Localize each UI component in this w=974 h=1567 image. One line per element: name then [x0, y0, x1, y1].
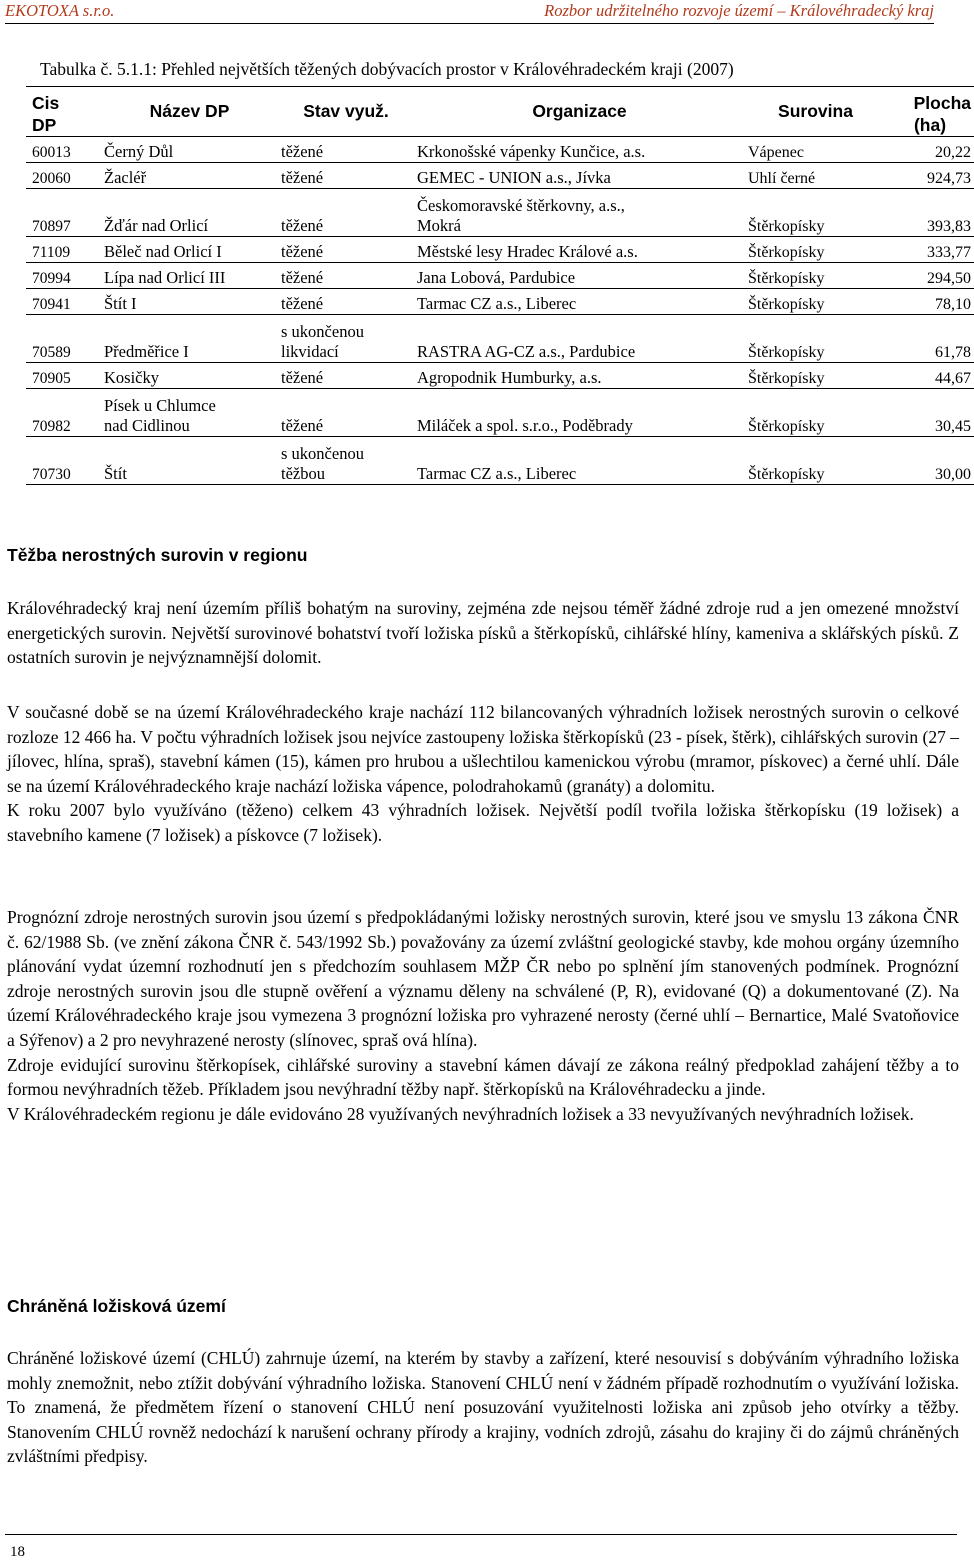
paragraph-text: Prognózní zdroje nerostných surovin jsou území s předpokládanými ložisky nerostných surovin, které jsou ve smyslu 13 zákona ČNR č. 62/1988 Sb. (ve znění zákona ČNR č. 543/1992 Sb.) považovány za území zvláštní geologické stavby, kde mohou orgány územního plánování vydat územní rozhodnutí jen s předchozím souhlasem MŽP ČR nebo po splnění jím stanovených podmínek. Prognózní zdroje nerostných surovin jsou dle stupně ověření a významu děleny na schválené (P, R), evidované (Q) a dokumentované (Z). Na území Královéhradeckého kraje jsou vymezena 3 prognózní ložiska pro vyhrazené nerosty (černé uhlí – Bernartice, Malé Svatoňovice a Sýřenov) a 2 pro nevyhrazené nerosty (slínovec, spraš ová hlína). [7, 907, 959, 1050]
row-material: Štěrkopísky [748, 218, 825, 235]
row-organization: Agropodnik Humburky, a.s. [417, 368, 602, 387]
row-area: 30,00 [935, 466, 971, 483]
page-number: 18 [10, 1544, 25, 1560]
row-area: 78,10 [935, 296, 971, 313]
header-document-title: Rozbor udržitelného rozvoje území – Královéhradecký kraj [544, 1, 934, 20]
row-material: Štěrkopísky [748, 296, 825, 313]
row-state: těžené [281, 368, 324, 387]
row-organization: Jana Lobová, Pardubice [417, 268, 576, 287]
paragraph-prognostic [7, 905, 959, 1126]
table-row [26, 189, 974, 237]
row-name: Žďár nad Orlicí [104, 216, 209, 235]
section-title-protected: Chráněná ložisková území [7, 1296, 226, 1316]
row-area: 333,77 [927, 244, 971, 261]
header-divider [5, 23, 934, 24]
paragraph-text: V Královéhradeckém regionu je dále evidováno 28 využívaných nevýhradních ložisek a 33 nevyužívaných nevýhradních ložisek. [7, 1103, 914, 1124]
header-cis [26, 87, 101, 137]
row-area: 30,45 [935, 418, 971, 435]
header-cis-line1: Cis [32, 93, 60, 113]
row-name [101, 389, 278, 437]
row-state [278, 315, 414, 363]
row-id: 60013 [32, 144, 71, 161]
row-organization: GEMEC - UNION a.s., Jívka [417, 168, 611, 187]
row-organization: Městské lesy Hradec Králové a.s. [417, 242, 638, 261]
table-row [26, 437, 974, 485]
footer-divider [5, 1534, 957, 1535]
row-material: Vápenec [748, 144, 804, 161]
paragraph-chlu [7, 1346, 959, 1469]
row-organization [414, 189, 745, 237]
row-id: 20060 [32, 170, 71, 187]
row-organization: Krkonošské vápenky Kunčice, a.s. [417, 142, 646, 161]
table-row [26, 289, 974, 315]
row-state: těžené [281, 242, 324, 261]
row-state: těžené [281, 416, 324, 435]
row-name-line2: nad Cidlinou [104, 416, 190, 435]
row-name: Štít I [104, 294, 137, 313]
row-id: 70941 [32, 296, 71, 313]
row-state-line1: s ukončenou [281, 444, 364, 463]
mining-areas-table [26, 86, 974, 485]
paragraph-text: Královéhradecký kraj není územím příliš bohatým na suroviny, zejména zde nejsou téměř žádné zdroje rud a jen omezené množství energetických surovin. Největší surovinové bohatství tvoří ložiska písků a štěrkopísků, cihlářské hlíny, kameniva a sklářských písků. Z ostatních surovin je nejvýznamnější dolomit. [7, 598, 959, 668]
page-header [0, 0, 960, 24]
row-material: Štěrkopísky [748, 270, 825, 287]
header-organization: Organizace [532, 101, 627, 121]
row-material: Štěrkopísky [748, 418, 825, 435]
table-row [26, 389, 974, 437]
table-row [26, 237, 974, 263]
table-caption: Tabulka č. 5.1.1: Přehled největších těžených dobývacích prostor v Královéhradeckém kraji (2007) [40, 59, 734, 79]
row-material: Štěrkopísky [748, 244, 825, 261]
row-organization-line2: Mokrá [417, 216, 461, 235]
row-area: 294,50 [927, 270, 971, 287]
row-state-line1: s ukončenou [281, 322, 364, 341]
paragraph-resources [7, 596, 959, 670]
row-area: 924,73 [927, 170, 971, 187]
row-name: Černý Důl [104, 142, 174, 161]
row-organization: Tarmac CZ a.s., Liberec [417, 464, 577, 483]
row-state: těžené [281, 168, 324, 187]
table-header-row [26, 87, 974, 137]
row-id: 70589 [32, 344, 71, 361]
row-organization: RASTRA AG-CZ a.s., Pardubice [417, 342, 636, 361]
row-state-line2: likvidací [281, 342, 339, 361]
row-name: Předměřice I [104, 342, 189, 361]
row-id: 71109 [32, 244, 71, 261]
paragraph-text: Chráněné ložiskové území (CHLÚ) zahrnuje území, na kterém by stavby a zařízení, které nesouvisí s dobýváním výhradního ložiska mohly znemožnit, nebo ztížit dobývání výhradního ložiska. Stanovení CHLÚ není v žádném případě rozhodnutím o využívání ložiska. To znamená, že předmětem řízení o stanovení CHLÚ není posuzování využitelnosti ložiska ani způsob jeho otvírky a těžby. Stanovením CHLÚ rovněž nedochází k narušení ochrany přírody a krajiny, vodních zdrojů, zásahu do krajiny či do zájmů chráněných zvláštními předpisy. [7, 1348, 959, 1467]
row-name: Lípa nad Orlicí III [104, 268, 226, 287]
row-id: 70982 [32, 418, 71, 435]
paragraph-text: V současné době se na území Královéhradeckého kraje nachází 112 bilancovaných výhradních ložisek nerostných surovin o celkové rozloze 12 466 ha. V počtu výhradních ložisek jsou nejvíce zastoupeny ložiska štěrkopísků (23 - písek, štěrk), cihlářských surovin (27 – jílovec, hlína, spraš), stavební kámen (15), kámen pro hrubou a ušlechtilou kamenickou výrobu (mramor, pískovec) a černé uhlí. Dále se na území Královéhradeckého kraje nachází ložiska vápence, polodrahokamů (granáty) a dolomitu. [7, 702, 959, 796]
row-area: 61,78 [935, 344, 971, 361]
paragraph-deposits [7, 700, 959, 848]
row-material: Štěrkopísky [748, 466, 825, 483]
row-name: Kosičky [104, 368, 159, 387]
header-company: EKOTOXA s.r.o. [5, 1, 115, 20]
paragraph-text: K roku 2007 bylo využíváno (těženo) celkem 43 výhradních ložisek. Největší podíl tvořila ložiska štěrkopísku (19 ložisek) a stavebního kamene (7 ložisek) a pískovce (7 ložisek). [7, 800, 959, 845]
row-state [278, 437, 414, 485]
row-area: 20,22 [935, 144, 971, 161]
row-state: těžené [281, 216, 324, 235]
table-row [26, 315, 974, 363]
row-state: těžené [281, 294, 324, 313]
row-name: Žacléř [104, 168, 147, 187]
row-organization: Tarmac CZ a.s., Liberec [417, 294, 577, 313]
header-area-line2: (ha) [913, 115, 947, 135]
row-id: 70897 [32, 218, 71, 235]
row-name: Štít [104, 464, 127, 483]
paragraph-text: Zdroje evidující surovinu štěrkopísek, cihlářské suroviny a stavební kámen dávají ze zákona reálný předpoklad zahájení těžby a to formou nevýhradních těžeb. Příkladem jsou nevýhradní těžby např. štěrkopísků na Královéhradecku a jinde. [7, 1054, 959, 1100]
header-area-line1: Plocha [913, 93, 971, 113]
row-id: 70905 [32, 370, 71, 387]
row-name: Běleč nad Orlicí I [104, 242, 222, 261]
row-id: 70994 [32, 270, 71, 287]
header-area [886, 87, 974, 137]
row-material: Uhlí černé [748, 170, 816, 187]
row-area: 393,83 [927, 218, 971, 235]
table-row [26, 163, 974, 189]
row-state-line2: těžbou [281, 464, 325, 483]
row-material: Štěrkopísky [748, 344, 825, 361]
row-state: těžené [281, 268, 324, 287]
section-title-mining: Těžba nerostných surovin v regionu [7, 545, 308, 565]
row-area: 44,67 [935, 370, 971, 387]
row-name-line1: Písek u Chlumce [104, 396, 216, 415]
row-material: Štěrkopísky [748, 370, 825, 387]
header-material: Surovina [778, 101, 853, 121]
header-cis-line2: DP [32, 115, 57, 135]
table-row [26, 137, 974, 163]
row-organization: Miláček a spol. s.r.o., Poděbrady [417, 416, 633, 435]
row-state: těžené [281, 142, 324, 161]
table-row [26, 363, 974, 389]
table-row [26, 263, 974, 289]
row-organization-line1: Českomoravské štěrkovny, a.s., [417, 196, 625, 215]
row-id: 70730 [32, 466, 71, 483]
header-state: Stav využ. [303, 101, 389, 121]
header-name: Název DP [149, 101, 230, 121]
